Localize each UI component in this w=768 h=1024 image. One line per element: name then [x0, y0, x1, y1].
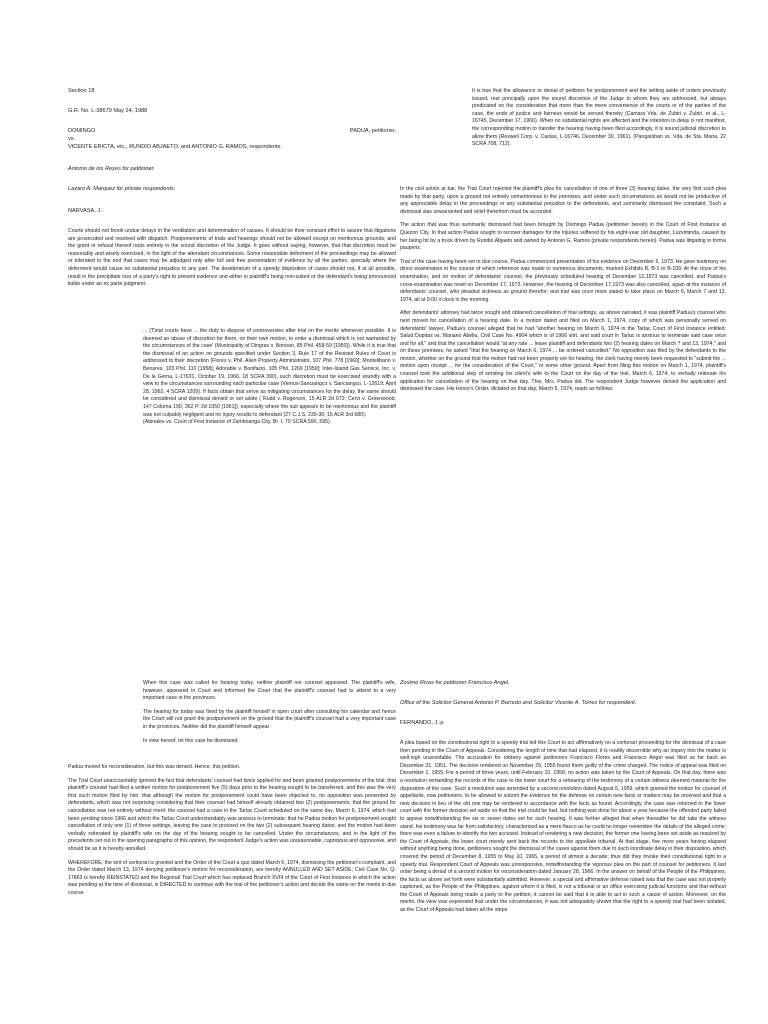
- paragraph: Trial of the case having been set in due course, Padua commenced presentation of his evidence on December 6, 1973. He gave testimony on direct examination in the course of which reference was made to numerous documents, marked Exhibits B, B-1 to B-109. At the close of his examination, and on motion of defendants' counsel, the previously scheduled hearing of December 12,1973 was cancelled, and Padua's cross-examination was reset on December 17, 1973. However, the hearing of December 17,1973 was also cancelled, again at the instance of defendants' counsel, who pleaded sickness as ground therefor; and trial was once more slated to take place on March 6, March 7 and 13, 1974, all at 9:00 o'clock in the morning.: [400, 258, 726, 303]
- ponente: NARVASA, J.:: [68, 208, 104, 214]
- counsel-respondents: Lazaro A. Marquez for private respondents.: [68, 186, 176, 192]
- court-order-quote: [143, 680, 396, 751]
- paragraph: The Trial Court unaccountably ignored the fact that defendants' counsel had twice applied for and been granted postponements of the trial; that plaintiff's counsel had filed a written motion for postponement five (5) days prior to the hearing sought to be transferred, and this was the very first such motion filed by him; that although the motion for postponement could have been objected to, no opposition was presented by defendants, which was not surprising considering that their counsel had himself already obtained two (2) postponements; that the ground for cancellation was not entirely without merit: the counsel had a case in the Tarlac Court scheduled on the same day, March 6, 1974, which had been pending since 1966 and which the Tarlac Court understandably was anxious to terminate; that he Padua motion for postponement sought cancellation of only one (1) of three settings, leaving the case to proceed on the two (2) subsequent hearing dates; and the motion had been verbally reiterated by plaintiff's wife on the day of the hearing sought to be cancelled. Under the circumstances, and in the light of the precedents set out in the opening paragraphs of this opinion, the respondent Judge's action was unreasonable, capricious and oppressive, and should be as it is hereby annulled.: [68, 777, 396, 852]
- counsel-respondent: Office of the Solicitor General Antonio P. Barredo and Solicitor Vicente A. Torres for respondent.: [400, 700, 637, 706]
- section-label: Section 18: [68, 88, 95, 94]
- block-quote: [143, 328, 396, 433]
- paragraph: When this case was called for hearing today, neither plaintiff nor counsel appeared. The plaintiff's wife, however, appeared in Court and informed the Court that the plaintiff's counsel had to attend to a very important case in the provinces.: [143, 680, 396, 702]
- opening-paragraph: [68, 228, 396, 295]
- paragraph: Courts should not brook undue delays in the ventilation and determination of causes. It should be their constant effort to assure that litigations are prosecuted and resolved with dispatch. Postponements of trials and hearings should not be allowed except on meritorious grounds; and the grant or refusal thereof rests entirely in the sound discretion of the Judge. It goes without saying, however, that that discretion must be reasonably and wisely exercised, in the light of the attendant circumstances. Some reasonable deferment of the proceedings may be allowed or tolerated to the end that cases may be adjudged only after full and free presentation of evidence by all the parties, specially where the deferment would cause no substantial prejudice to any part. The desideratum of a speedy disposition of cases should not, if at all possible, result in the precipitate loss of a party's right to present evidence and either in plaintiff's being non-suited or the defendant's being pronounced liable under an ex parte judgment.: [68, 228, 396, 288]
- case-parties: [68, 128, 396, 136]
- case-number: G.R. No. L-38679 May 24, 1988: [68, 108, 148, 114]
- paragraph: Padua moved for reconsideration, but this was denied. Hence, this petition.: [68, 764, 241, 770]
- paragraph: After defendants' attorney had twice sought and obtained cancellation of trial settings, as above narrated, it was plaintiff Padua's counsel who next moved for cancellation of a hearing date. In a motion dated and filed on March 1, 1974, copy of which was personally served on defendants' lawyer, Padua's counsel alleged that he had "another hearing on March 6, 1974 in the Tarlac Court of First Instance entitled: Salud Dupitas vs. Mariano Abella, Civil Case No. 4904 which is of 1966 slirt, and said court in Tarlac is anxious to terminate said case once and for all," and that the cancellation would "at any rate ... leave plaintiff and defendants two (2) hearing dates on March 7 and 13, 1974," and on these premises, he asked "that the hearing on March 6, 1974 ... be ordered cancelled." No opposition was filed by the defendants to the motion, whether on the ground that the motion had not been properly set for hearing, the clerk having merely been requested to "submit the ... motion upon receipt ... for the consideration of the Court," or some other ground. Apart from filing this motion on March 1, 1974, plaintiff's counsel took the additional step of sending his client's wife to the Court on the day of the trial, March 6, 1974, to verbally reiterate his application for cancellation of the hearing on that day. This, Mrs. Padua did. The respondent Judge however denied the application and dismissed the case. His Honor's Order, dictated on that day, March 6, 1974, reads as follows:: [400, 310, 726, 393]
- paragraph: The hearing for today was fixed by the plaintiff himself in open court after consulting his calendar and hence the Court will not grant the postponement on the ground that the plaintiff's counsel had a very important case in the provinces. Neither did the plaintiff himself appear.: [143, 708, 396, 730]
- counsel-petitioner: Antonio de los Reyes for petitioner.: [68, 166, 155, 172]
- versus-label: vs.: [68, 136, 76, 142]
- respondents-line: VICENTE ERICTA, etc., RUNDIO ABJAETO, and ANTONIO G. RAMOS, respondents.: [68, 144, 282, 150]
- party-left: DOMINGO: [68, 128, 96, 134]
- page4-body: [400, 740, 726, 921]
- page2-body: [400, 186, 726, 400]
- paragraph: In the civil action at bar, the Trial Court rejected the plaintiff's plea for cancellation of one of three (3) hearing dates, the very first such plea made by that party, upon a ground not entirely unmeritorious in the premises, and under such circumstances as would not be productive of any appreciable delay in the proceedings or any substantial prejudice to the defendants, and summarily dismissed the complaint. Such a dismissal was unwarranted and relief therefrom must be accorded.: [400, 186, 726, 215]
- paragraph: It is true that the allowance or denial of petitions for postponement and the setting aside of orders previously issued, rest principally upon the sound discretion of the Judge to whom they are addressed, but always predicated on the consideration that more than the mere convenience of the courts or of the parties of the case, the ends of justice and fairness would be served thereby (Camara Vda. de Zubiri v. Zubiri, et al., L-16745, December 17, 1966). When no substantial rights are affected and the intention to delay is not manifest, the corresponding motion to transfer the hearing having been filed accordingly, it is sound judicial discretion to allow them (Rexwell Corp. v. Canlas, L-16746, December 30, 1961). (Panganiban vs. Vda. de Sta. Maria, 22 SCRA 708, 712).: [472, 88, 726, 148]
- party-right: PADUA, petitioner,: [349, 128, 396, 134]
- quote-citation: (Abinales vs. Court of First Instance of Zamboanga City, Br. I, 70 SCRA 590, 595).: [143, 419, 332, 426]
- paragraph: WHEREFORE, the writ of certiorari is granted and the Order of the Court a quo dated March 6, 1974, dismissing the petitioner's complaint, and the Order dated March 13, 1974 denying petitioner's motion for reconsideration, are hereby ANNULLED AND SET ASIDE; Civil Case No. Q-17863 is hereby REINSTATED and the Regional Trial Court which has replaced Branch XVIII of the Court of First Instance in which the action was pending at the time of dismissal, is DIRECTED to continue with the trial of the petitioner's action and decide the same on the merits in due course.: [68, 859, 396, 896]
- paragraph: In view hereof, let this case be dismissed.: [143, 737, 239, 744]
- paragraph: A plea based on the constitutional right to a speedy trial led this Court to act affirmatively on a certiorari proceeding for the dismissal of a case then pending in the Court of Appeals. Considering the length of time that had elapsed, it is readily discernible why an inquiry into the matter is well-nigh unavoidable. The accusation for robbery against petitioners Francisco Flores and Francisco Angel was filed as far back as December 31, 1951. The decision rendered on November 29, 1955 found them guilty of the crime charged. The notice of appeal was filed on December 1, 1955. For a period of three years, until February 10, 1958, no action was taken by the Court of Appeals. On that day, there was a resolution remanding the records of the case to the lower court for a rehearing of the testimony of a certain witness deemed material for the disposition of the case. Such a resolution was amended by a second resolution dated August 5, 1959, which granted the motion for counsel of appellants, now petitioners, to be allowed to submit the evidence for the defense on certain new facts or matters may be received and that a new decision in lieu of the old one may be rendered in accordance with the facts as found. Accordingly, the case was returned to the lower court with the former decision set aside so that the trial could be had, but nothing was done for about a year because the offended party failed to appear notwithstanding the six or seven dates set for such hearing. It was further alleged that when thereafter he did take the witness stand, his testimony was far from satisfactory, characterized as a mere fiasco as he could no longer remember the details of the alleged crime; there was even a failure to identify the two accused. Instead of rendering a new decision, the former one having been set aside as required by the Court of Appeals, the lower court merely sent back the records to the appellate tribunal. At that stage, five more years having elapsed without anything being done, petitioners sought the dismissal of the cases against them due to such inordinate delay in their disposition, which covered the period of December 8, 1955 to May 10, 1965, a period of almost a decade; thus did they invoke their constitutional right to a speedy trial. Respondent Court of Appeals was unresponsive, notwithstanding the vigorous plea on the part of counsel for petitioners. It last order being a denial of a second motion for reconsideration dated January 28, 1966. In the answer on behalf of the People of the Philippines, the facts as above set forth were substantially admitted. However, a special and affirmative defense raised was that the case was not properly captioned, as the People of the Philippines, against whom it is filed, is not a tribunal or an office exercising judicial functions and that without the Court of Appeals being made a party to the petition, it cannot be said that it is able to act in such a cause of action. Moreover, on the merits, the view was expressed that under the circumstances, it was not adequately shown that the right to a speedy trial had been violated, as the Court of Appeals had taken all the steps: [400, 740, 727, 914]
- top-quote-paragraph: [472, 88, 726, 155]
- ponente: FERNANDO, J.:p: [400, 720, 444, 726]
- page3-body: [68, 764, 396, 904]
- counsel-petitioner: Zosimo Rivas for petitioner Francisco Angel.: [400, 680, 510, 686]
- paragraph: The action that was thus summarily dismissed had been brought by Domingo Padua (petitioner herein) in the Court of First Instance at Quezon City. In that action Padua sought to recover damages for the injuries suffered by his eight-year old daughter, Luzviminda, caused by her being hit by a truck driven by Rundio Abjaeto and owned by Antonio G. Ramos (private respondents herein). Padua was litigating in forma pauperis.: [400, 222, 726, 252]
- quote-text: ... (T)rial courts have ... the duty to dispose of controversies after trial on the merits whenever possible. It is deemed an abuse of discretion for them, on their own motion, to enter a dismissal which is not warranted by the circumstances of the case' (Municipality of Dingras v. Bonoan, 85 Phil. 458-59 [1950]). While it is true that the dismissal of an action on grounds specified under Section 3, Rule 17 of the Revised Rules of Court is addressed to their discretion (Flores v. Phil. Alien Property Administrator, 107 Phil. 778 [1960]; Montelibano v. Benares, 103 Phil. 110 [1958]; Adorable v. Bonifacio, 105 Phil. 1269 [1959]; Inter-Island Gas Service, Inc. v. De la Gerna, L-17631, October 19, 1966, 18 SCRA 390), such discretion must be exercised soundly with a view to the circumstances surrounding each particular case (Vernus-Sanciangco v. Sanciangco, L-12619, April 28, 1962, 4 SCRA 1209). If facts obtain that serve as mitigating circumstances for the delay, the same should be considered and dismissal denied or set aside ( Rudd v. Rogerson, 15 ALR 2d 672; Cervi v. Greenwood, 147 Colorna 190, 362 P. 2d 1050 [1961]), especially where the suit appears to be meritorious and the plaintiff was not culpably negligent and no injury results to defendant (27 C.J.S. 235-36; 15 ALR 3rd 680).: [143, 328, 396, 418]
